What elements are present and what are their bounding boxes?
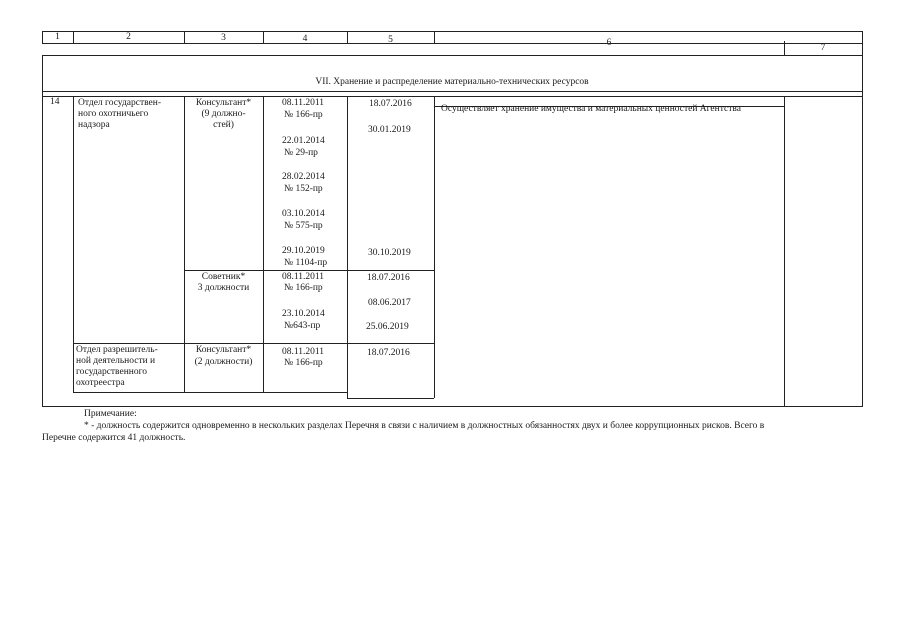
document-ref: 22.01.2014 <box>282 136 325 146</box>
note-text: Перечне содержится 41 должность. <box>42 433 186 443</box>
row-bottom-line <box>73 392 347 393</box>
section-bottom-line <box>42 91 862 92</box>
department-name: охотреестра <box>76 378 125 388</box>
department-name: ной деятельности и <box>76 356 156 366</box>
row-top-line <box>42 96 862 97</box>
department-name: Отдел государствен- <box>78 98 162 108</box>
position-name: (2 должности) <box>194 357 253 367</box>
table-left-border <box>42 55 43 407</box>
body-divider <box>73 96 74 392</box>
date-value: 25.06.2019 <box>366 322 409 332</box>
document-ref: 28.02.2014 <box>282 172 325 182</box>
department-name: ного охотничьего <box>78 109 149 119</box>
note-title: Примечание: <box>84 409 137 419</box>
department-name: государственного <box>76 367 148 377</box>
header-col-7: 7 <box>820 43 826 53</box>
document-ref: №643-пр <box>284 321 321 331</box>
header-col-2: 2 <box>126 32 131 42</box>
document-ref: 08.11.2011 <box>282 272 325 282</box>
header-col-3: 3 <box>221 33 226 43</box>
position-name: (9 должно- <box>201 109 246 119</box>
date-value: 18.07.2016 <box>367 273 410 283</box>
document-ref: № 166-пр <box>284 283 323 293</box>
document-ref: 03.10.2014 <box>282 209 325 219</box>
position-name: стей) <box>213 120 234 130</box>
section-title: VII. Хранение и распределение материально-технических ресурсов <box>315 77 589 87</box>
table-bottom-line <box>42 406 862 407</box>
section-top-line <box>42 55 862 56</box>
date-value: 30.01.2019 <box>368 125 411 135</box>
document-ref: 29.10.2019 <box>282 246 325 256</box>
row-separator <box>184 270 434 271</box>
position-name: Консультант* <box>195 345 252 355</box>
body-divider <box>347 96 348 398</box>
document-ref: № 1104-пр <box>284 258 328 268</box>
header-col-5: 5 <box>388 35 393 45</box>
date-value: 18.07.2016 <box>367 348 410 358</box>
document-ref: № 152-пр <box>284 184 323 194</box>
position-name: Консультант* <box>195 98 252 108</box>
department-name: надзора <box>78 120 110 130</box>
date-value: 30.10.2019 <box>368 248 411 258</box>
department-name: Отдел разрешитель- <box>76 345 158 355</box>
date-value: 08.06.2017 <box>368 298 411 308</box>
note-text: * - должность содержится одновременно в нескольких разделах Перечня в связи с наличием в должностных обязанностях двух и более коррупционных рисков. Всего в <box>84 421 765 431</box>
date-value: 18.07.2016 <box>369 99 412 109</box>
document-ref: № 575-пр <box>284 221 323 231</box>
position-name: Советник* <box>201 272 246 282</box>
row-separator <box>73 343 434 344</box>
document-ref: № 166-пр <box>284 110 323 120</box>
row-number: 14 <box>50 97 60 107</box>
body-divider <box>434 96 435 398</box>
document-ref: 08.11.2011 <box>282 98 325 108</box>
body-divider <box>784 96 785 406</box>
position-name: 3 должности <box>197 283 250 293</box>
header-col-1: 1 <box>55 32 60 42</box>
document-ref: № 166-пр <box>284 358 323 368</box>
table-right-border <box>862 55 863 407</box>
header-col-4: 4 <box>302 34 308 44</box>
document-ref: 23.10.2014 <box>282 309 325 319</box>
header-col-6: 6 <box>606 38 612 48</box>
document-ref: № 29-пр <box>284 148 318 158</box>
body-divider <box>263 96 264 392</box>
row-bottom-line <box>347 398 434 399</box>
header-divider <box>862 31 863 55</box>
function-description: Осуществляет хранение имущества и материальных ценностей Агентства <box>441 104 741 114</box>
document-ref: 08.11.2011 <box>282 347 325 357</box>
